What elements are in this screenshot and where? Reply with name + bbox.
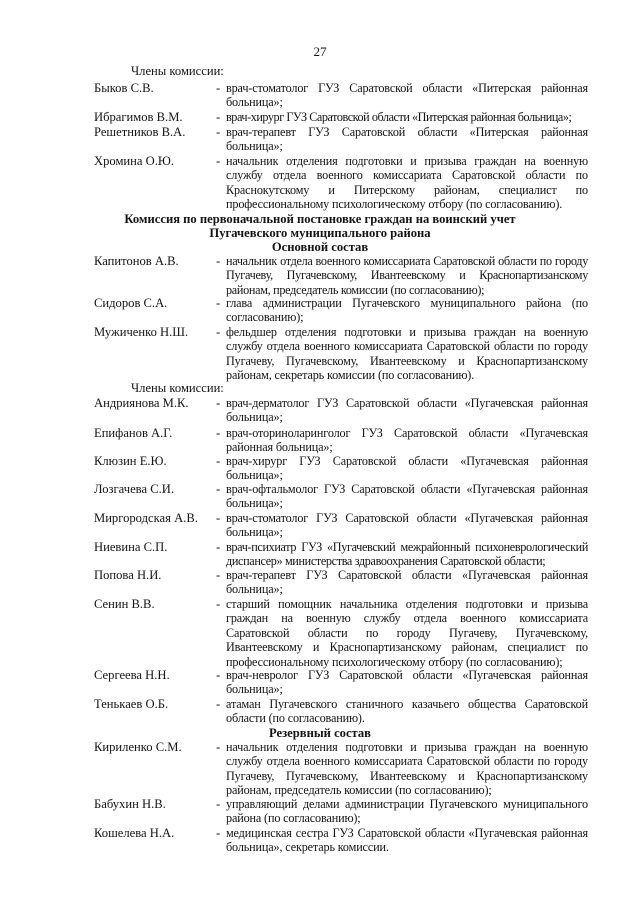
entry-dash: - bbox=[216, 668, 221, 682]
entry-dash: - bbox=[216, 254, 221, 268]
member-name: Сенин В.В. bbox=[94, 597, 155, 611]
district-heading: Пугачевского муниципального района bbox=[209, 226, 431, 240]
member-name: Миргородская А.В. bbox=[94, 511, 198, 525]
entry-dash: - bbox=[216, 568, 221, 582]
member-name: Быков С.В. bbox=[94, 81, 154, 95]
member-role: врач-хирург ГУЗ Саратовской области «Питерская районная больница»; bbox=[226, 110, 572, 124]
member-role: атаман Пугачевского станичного казачьего общества Саратовской области (по согласованию). bbox=[226, 697, 588, 726]
member-name: Андриянова М.К. bbox=[94, 396, 189, 410]
member-name: Решетников В.А. bbox=[94, 125, 186, 139]
member-name: Ниевина С.П. bbox=[94, 540, 168, 554]
member-role: врач-терапевт ГУЗ Саратовской области «Питерская районная больница»; bbox=[226, 125, 588, 154]
entry-dash: - bbox=[216, 426, 221, 440]
member-name: Ибрагимов В.М. bbox=[94, 110, 183, 124]
member-role: врач-стоматолог ГУЗ Саратовской области «Питерская районная больница»; bbox=[226, 81, 588, 110]
member-name: Лозгачева С.И. bbox=[94, 482, 174, 496]
member-role: старший помощник начальника отделения подготовки и призыва граждан на военную службу отдела военного комиссариата Саратовской области по городу Пугачеву, Пугачевскому, Ивантеевскому и Краснопартизанскому районам, специалист по профессиональному психологическому отбору (по согласованию); bbox=[226, 597, 588, 669]
member-role: начальник отдела военного комиссариата Саратовской области по городу Пугачеву, Пугачевскому, Ивантеевскому и Краснопартизанскому районам, председатель комиссии (по согласованию); bbox=[226, 254, 588, 297]
member-name: Капитонов А.В. bbox=[94, 254, 179, 268]
member-name: Клюзин Е.Ю. bbox=[94, 454, 167, 468]
member-role: врач-хирург ГУЗ Саратовской области «Пугачевская районная больница»; bbox=[226, 454, 588, 483]
member-name: Сергеева Н.Н. bbox=[94, 668, 170, 682]
entry-dash: - bbox=[216, 110, 221, 124]
reserve-composition-heading: Резервный состав bbox=[269, 726, 371, 740]
entry-dash: - bbox=[216, 597, 221, 611]
member-name: Бабухин Н.В. bbox=[94, 797, 166, 811]
member-name: Хромина О.Ю. bbox=[94, 154, 174, 168]
member-name: Кириленко С.М. bbox=[94, 740, 182, 754]
entry-dash: - bbox=[216, 540, 221, 554]
member-role: врач-терапевт ГУЗ Саратовской области «Пугачевская районная больница»; bbox=[226, 568, 588, 597]
entry-dash: - bbox=[216, 454, 221, 468]
page-number: 27 bbox=[313, 44, 327, 59]
entry-dash: - bbox=[216, 797, 221, 811]
member-role: врач-оториноларинголог ГУЗ Саратовской области «Пугачевская районная больница»; bbox=[226, 426, 588, 455]
member-role: фельдшер отделения подготовки и призыва граждан на военную службу отдела военного комиссариата Саратовской области по городу Пугачеву, Пугачевскому, Ивантеевскому и Краснопартизанскому районам, секретарь комиссии (по согласованию). bbox=[226, 325, 588, 383]
commission-heading: Комиссия по первоначальной постановке граждан на воинский учет bbox=[124, 212, 516, 226]
main-composition-heading: Основной состав bbox=[271, 240, 369, 254]
member-role: врач-офтальмолог ГУЗ Саратовской области «Пугачевская районная больница»; bbox=[226, 482, 588, 511]
entry-dash: - bbox=[216, 482, 221, 496]
member-name: Епифанов А.Г. bbox=[94, 426, 173, 440]
member-role: начальник отделения подготовки и призыва граждан на военную службу отдела военного комиссариата Саратовской области по городу Пугачеву, Пугачевскому, Ивантеевскому и Краснопартизанскому районам, председатель комиссии (по согласованию); bbox=[226, 740, 588, 798]
entry-dash: - bbox=[216, 325, 221, 339]
member-role: врач-стоматолог ГУЗ Саратовской области «Пугачевская районная больница»; bbox=[226, 511, 588, 540]
entry-dash: - bbox=[216, 697, 221, 711]
entry-dash: - bbox=[216, 826, 221, 840]
members-label: Члены комиссии: bbox=[131, 64, 224, 78]
member-role: медицинская сестра ГУЗ Саратовской области «Пугачевская районная больница», секретарь комиссии. bbox=[226, 826, 588, 855]
entry-dash: - bbox=[216, 81, 221, 95]
member-role: врач-психиатр ГУЗ «Пугачевский межрайонный психоневрологический диспансер» министерства здравоохранения Саратовской области; bbox=[226, 540, 588, 569]
member-role: врач-невролог ГУЗ Саратовской области «Пугачевская районная больница»; bbox=[226, 668, 588, 697]
member-name: Мужиченко Н.Ш. bbox=[94, 325, 189, 339]
member-name: Попова Н.И. bbox=[94, 568, 162, 582]
members-label: Члены комиссии: bbox=[131, 381, 224, 395]
member-name: Кошелева Н.А. bbox=[94, 826, 175, 840]
member-name: Сидоров С.А. bbox=[94, 296, 168, 310]
member-role: глава администрации Пугачевского муниципального района (по согласованию); bbox=[226, 296, 588, 325]
entry-dash: - bbox=[216, 396, 221, 410]
entry-dash: - bbox=[216, 740, 221, 754]
entry-dash: - bbox=[216, 511, 221, 525]
member-role: начальник отделения подготовки и призыва граждан на военную службу отдела военного комиссариата Саратовской области по Краснокутскому и Питерскому районам, специалист по профессиональному психологическому отбору (по согласованию). bbox=[226, 154, 588, 212]
entry-dash: - bbox=[216, 154, 221, 168]
member-role: управляющий делами администрации Пугачевского муниципального района (по согласованию); bbox=[226, 797, 588, 826]
entry-dash: - bbox=[216, 125, 221, 139]
entry-dash: - bbox=[216, 296, 221, 310]
member-name: Тенькаев О.Б. bbox=[94, 697, 169, 711]
member-role: врач-дерматолог ГУЗ Саратовской области «Пугачевская районная больница»; bbox=[226, 396, 588, 425]
